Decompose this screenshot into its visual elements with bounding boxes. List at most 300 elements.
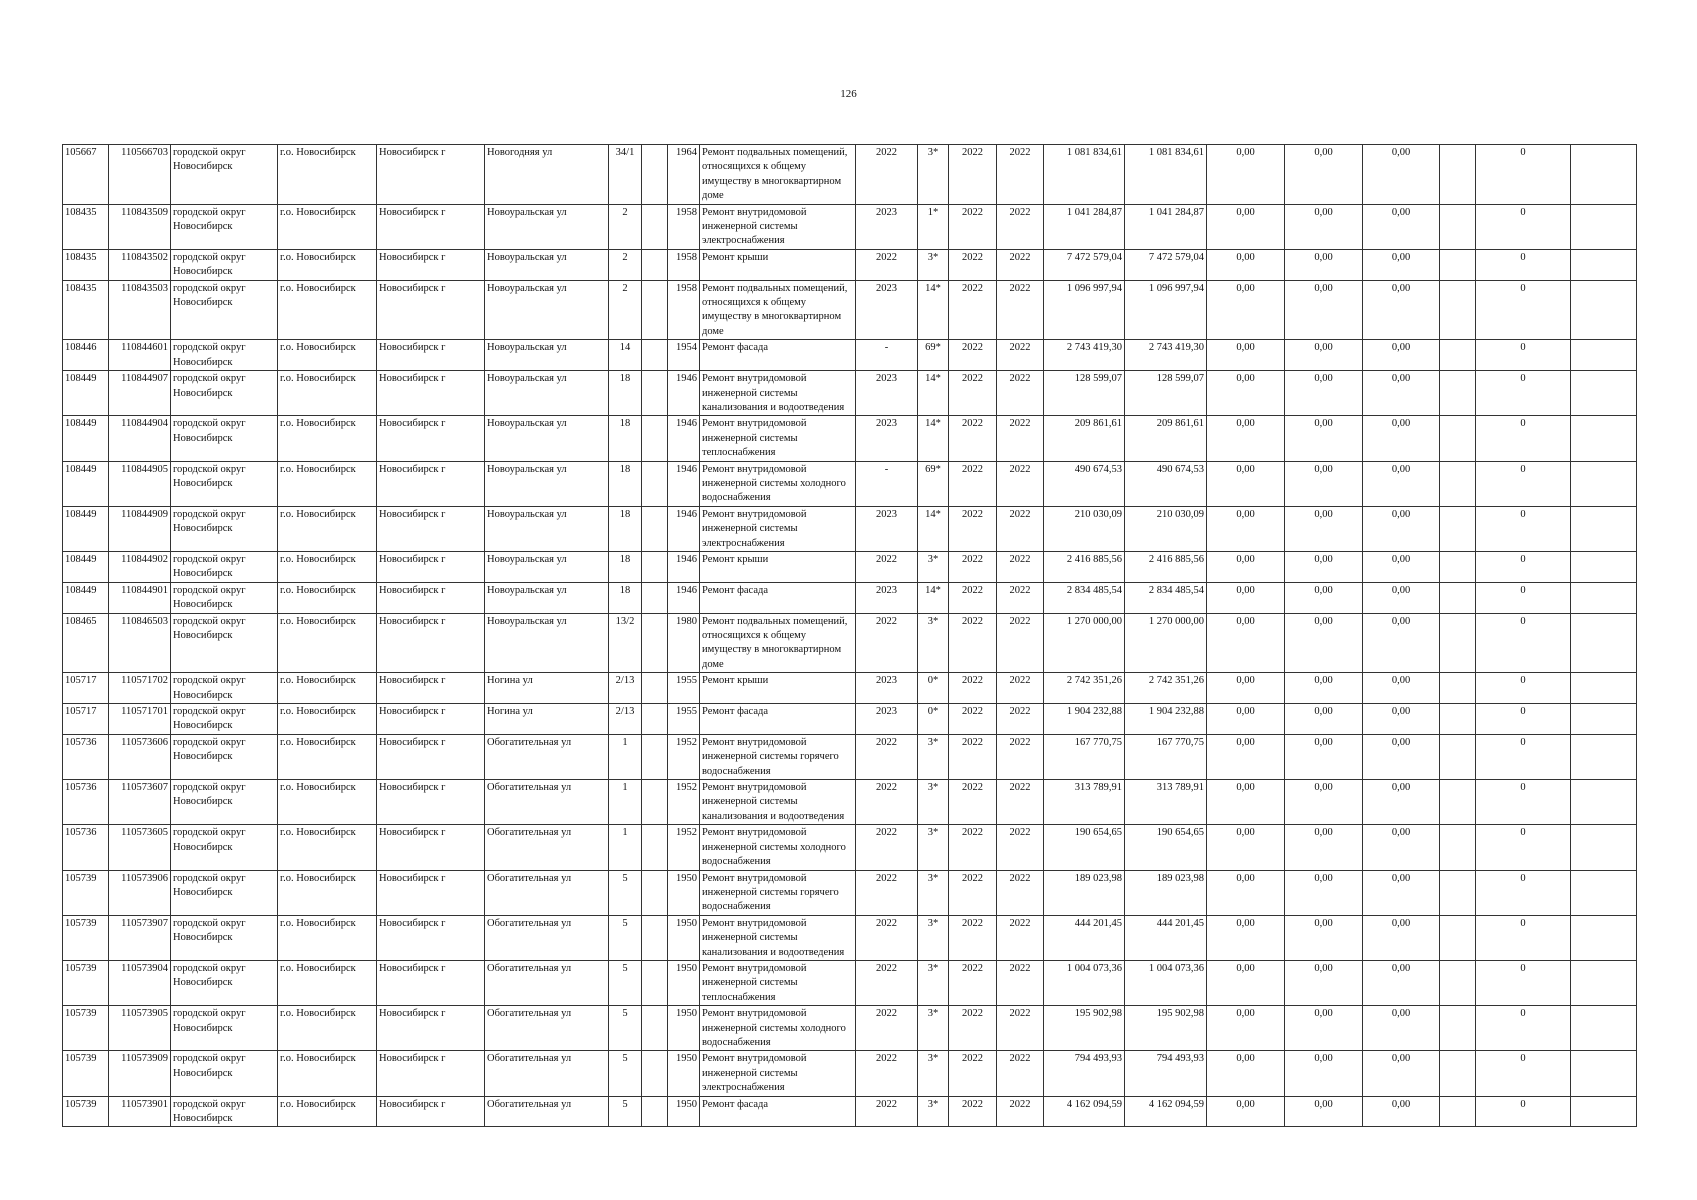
cell-note	[1571, 371, 1637, 416]
cell-house: 2	[609, 280, 642, 340]
cell-reserve	[1440, 734, 1476, 779]
cell-object-code: 110573907	[109, 915, 171, 960]
cell-cost-subsidy-region: 0,00	[1285, 734, 1363, 779]
cell-cost-subsidy-local: 0,00	[1363, 673, 1440, 704]
table-row	[63, 1096, 1637, 1127]
cell-wear: 14*	[918, 371, 949, 416]
cell-object-code: 110573606	[109, 734, 171, 779]
cell-municipality: городской округ Новосибирск	[171, 340, 278, 371]
cell-owner-funds: 0	[1476, 704, 1571, 735]
cell-build-year: 1950	[668, 960, 700, 1005]
cell-plan-year: 2022	[856, 960, 918, 1005]
cell-end-year: 2022	[997, 280, 1044, 340]
table-row	[63, 506, 1637, 551]
cell-cost-subsidy-local: 0,00	[1363, 551, 1440, 582]
cell-end-year: 2022	[997, 249, 1044, 280]
cell-korpus	[642, 582, 668, 613]
cell-reserve	[1440, 582, 1476, 613]
cell-start-year: 2022	[949, 461, 997, 506]
cell-cost-subsidy-federal: 0,00	[1207, 613, 1285, 673]
cell-municipality: городской округ Новосибирск	[171, 825, 278, 870]
cell-cost-subsidy-local: 0,00	[1363, 461, 1440, 506]
cell-house: 18	[609, 371, 642, 416]
cell-municipality: городской округ Новосибирск	[171, 780, 278, 825]
cell-end-year: 2022	[997, 825, 1044, 870]
cell-reserve	[1440, 1051, 1476, 1096]
cell-owner-funds: 0	[1476, 870, 1571, 915]
cell-note	[1571, 416, 1637, 461]
cell-district: г.о. Новосибирск	[278, 506, 377, 551]
cell-street: Обогатительная ул	[485, 870, 609, 915]
cell-cost-subsidy-region: 0,00	[1285, 1051, 1363, 1096]
cell-district: г.о. Новосибирск	[278, 582, 377, 613]
cell-start-year: 2022	[949, 280, 997, 340]
cell-end-year: 2022	[997, 461, 1044, 506]
cell-city: Новосибирск г	[377, 506, 485, 551]
cell-cost-subsidy-region: 0,00	[1285, 825, 1363, 870]
cell-note	[1571, 249, 1637, 280]
cell-cost-total: 1 041 284,87	[1044, 204, 1125, 249]
cell-municipality: городской округ Новосибирск	[171, 204, 278, 249]
cell-cost-subsidy-local: 0,00	[1363, 825, 1440, 870]
cell-cost-fund: 2 743 419,30	[1125, 340, 1207, 371]
cell-cost-subsidy-local: 0,00	[1363, 780, 1440, 825]
cell-street: Новоуральская ул	[485, 204, 609, 249]
cell-cost-subsidy-local: 0,00	[1363, 613, 1440, 673]
cell-cost-subsidy-federal: 0,00	[1207, 280, 1285, 340]
cell-cost-total: 190 654,65	[1044, 825, 1125, 870]
cell-cost-subsidy-local: 0,00	[1363, 249, 1440, 280]
cell-work-type: Ремонт внутридомовой инженерной системы теплоснабжения	[700, 960, 856, 1005]
cell-reserve	[1440, 551, 1476, 582]
cell-cost-total: 794 493,93	[1044, 1051, 1125, 1096]
cell-house: 1	[609, 734, 642, 779]
cell-end-year: 2022	[997, 613, 1044, 673]
table-row	[63, 204, 1637, 249]
cell-korpus	[642, 1051, 668, 1096]
cell-end-year: 2022	[997, 780, 1044, 825]
cell-work-type: Ремонт крыши	[700, 673, 856, 704]
cell-start-year: 2022	[949, 734, 997, 779]
cell-korpus	[642, 870, 668, 915]
cell-object-code: 110844904	[109, 416, 171, 461]
cell-city: Новосибирск г	[377, 416, 485, 461]
cell-cost-subsidy-region: 0,00	[1285, 673, 1363, 704]
cell-work-type: Ремонт внутридомовой инженерной системы канализования и водоотведения	[700, 780, 856, 825]
cell-wear: 3*	[918, 551, 949, 582]
cell-street: Обогатительная ул	[485, 1006, 609, 1051]
cell-work-type: Ремонт внутридомовой инженерной системы теплоснабжения	[700, 416, 856, 461]
cell-district: г.о. Новосибирск	[278, 280, 377, 340]
cell-municipality: городской округ Новосибирск	[171, 915, 278, 960]
cell-end-year: 2022	[997, 1051, 1044, 1096]
cell-cost-total: 7 472 579,04	[1044, 249, 1125, 280]
cell-korpus	[642, 1006, 668, 1051]
cell-city: Новосибирск г	[377, 613, 485, 673]
cell-start-year: 2022	[949, 340, 997, 371]
cell-reg-code: 108449	[63, 371, 109, 416]
cell-cost-subsidy-region: 0,00	[1285, 613, 1363, 673]
cell-house: 1	[609, 780, 642, 825]
cell-street: Обогатительная ул	[485, 915, 609, 960]
cell-work-type: Ремонт внутридомовой инженерной системы электроснабжения	[700, 1051, 856, 1096]
cell-district: г.о. Новосибирск	[278, 704, 377, 735]
cell-cost-subsidy-federal: 0,00	[1207, 1096, 1285, 1127]
cell-house: 5	[609, 870, 642, 915]
cell-work-type: Ремонт внутридомовой инженерной системы электроснабжения	[700, 506, 856, 551]
cell-street: Обогатительная ул	[485, 1051, 609, 1096]
cell-cost-total: 1 081 834,61	[1044, 145, 1125, 205]
cell-wear: 3*	[918, 960, 949, 1005]
cell-municipality: городской округ Новосибирск	[171, 506, 278, 551]
cell-district: г.о. Новосибирск	[278, 915, 377, 960]
cell-cost-subsidy-local: 0,00	[1363, 340, 1440, 371]
cell-cost-fund: 4 162 094,59	[1125, 1096, 1207, 1127]
cell-reserve	[1440, 960, 1476, 1005]
cell-cost-fund: 7 472 579,04	[1125, 249, 1207, 280]
cell-reg-code: 105736	[63, 780, 109, 825]
cell-owner-funds: 0	[1476, 506, 1571, 551]
cell-cost-subsidy-federal: 0,00	[1207, 1006, 1285, 1051]
cell-cost-subsidy-local: 0,00	[1363, 371, 1440, 416]
table-row	[63, 551, 1637, 582]
cell-cost-subsidy-federal: 0,00	[1207, 249, 1285, 280]
cell-cost-subsidy-region: 0,00	[1285, 280, 1363, 340]
cell-cost-total: 128 599,07	[1044, 371, 1125, 416]
cell-street: Ногина ул	[485, 673, 609, 704]
cell-municipality: городской округ Новосибирск	[171, 613, 278, 673]
cell-cost-subsidy-region: 0,00	[1285, 249, 1363, 280]
cell-wear: 3*	[918, 1051, 949, 1096]
cell-object-code: 110573905	[109, 1006, 171, 1051]
cell-start-year: 2022	[949, 582, 997, 613]
cell-reg-code: 105717	[63, 673, 109, 704]
cell-cost-subsidy-local: 0,00	[1363, 734, 1440, 779]
cell-street: Новоуральская ул	[485, 340, 609, 371]
cell-work-type: Ремонт крыши	[700, 551, 856, 582]
cell-district: г.о. Новосибирск	[278, 340, 377, 371]
cell-municipality: городской округ Новосибирск	[171, 416, 278, 461]
cell-owner-funds: 0	[1476, 280, 1571, 340]
cell-owner-funds: 0	[1476, 371, 1571, 416]
cell-street: Новоуральская ул	[485, 582, 609, 613]
cell-municipality: городской округ Новосибирск	[171, 249, 278, 280]
cell-cost-total: 210 030,09	[1044, 506, 1125, 551]
table-row	[63, 613, 1637, 673]
cell-reg-code: 108465	[63, 613, 109, 673]
cell-cost-subsidy-region: 0,00	[1285, 870, 1363, 915]
cell-reg-code: 108435	[63, 280, 109, 340]
cell-korpus	[642, 340, 668, 371]
cell-reg-code: 105667	[63, 145, 109, 205]
cell-district: г.о. Новосибирск	[278, 673, 377, 704]
cell-work-type: Ремонт внутридомовой инженерной системы холодного водоснабжения	[700, 1006, 856, 1051]
cell-reserve	[1440, 1096, 1476, 1127]
cell-owner-funds: 0	[1476, 1006, 1571, 1051]
cell-reg-code: 105739	[63, 1051, 109, 1096]
table-row	[63, 416, 1637, 461]
cell-cost-subsidy-region: 0,00	[1285, 704, 1363, 735]
cell-owner-funds: 0	[1476, 461, 1571, 506]
cell-municipality: городской округ Новосибирск	[171, 1051, 278, 1096]
cell-cost-subsidy-local: 0,00	[1363, 960, 1440, 1005]
cell-house: 2/13	[609, 673, 642, 704]
cell-object-code: 110844907	[109, 371, 171, 416]
cell-owner-funds: 0	[1476, 145, 1571, 205]
cell-korpus	[642, 960, 668, 1005]
cell-house: 5	[609, 960, 642, 1005]
cell-object-code: 110844909	[109, 506, 171, 551]
cell-cost-subsidy-region: 0,00	[1285, 416, 1363, 461]
cell-build-year: 1950	[668, 1096, 700, 1127]
cell-district: г.о. Новосибирск	[278, 1096, 377, 1127]
cell-cost-subsidy-region: 0,00	[1285, 915, 1363, 960]
cell-note	[1571, 551, 1637, 582]
cell-build-year: 1964	[668, 145, 700, 205]
cell-cost-total: 2 742 351,26	[1044, 673, 1125, 704]
cell-reg-code: 105736	[63, 825, 109, 870]
cell-plan-year: -	[856, 461, 918, 506]
cell-district: г.о. Новосибирск	[278, 145, 377, 205]
cell-end-year: 2022	[997, 704, 1044, 735]
cell-reserve	[1440, 915, 1476, 960]
cell-reserve	[1440, 825, 1476, 870]
cell-reg-code: 105739	[63, 915, 109, 960]
cell-city: Новосибирск г	[377, 1096, 485, 1127]
cell-house: 2	[609, 204, 642, 249]
cell-city: Новосибирск г	[377, 582, 485, 613]
cell-cost-subsidy-federal: 0,00	[1207, 551, 1285, 582]
cell-district: г.о. Новосибирск	[278, 461, 377, 506]
cell-plan-year: 2023	[856, 704, 918, 735]
cell-start-year: 2022	[949, 416, 997, 461]
cell-object-code: 110573607	[109, 780, 171, 825]
cell-korpus	[642, 461, 668, 506]
cell-end-year: 2022	[997, 915, 1044, 960]
cell-city: Новосибирск г	[377, 734, 485, 779]
table-row	[63, 280, 1637, 340]
cell-cost-fund: 195 902,98	[1125, 1006, 1207, 1051]
cell-build-year: 1955	[668, 673, 700, 704]
cell-house: 2	[609, 249, 642, 280]
cell-reserve	[1440, 613, 1476, 673]
cell-object-code: 110844901	[109, 582, 171, 613]
cell-owner-funds: 0	[1476, 416, 1571, 461]
cell-cost-subsidy-region: 0,00	[1285, 340, 1363, 371]
cell-korpus	[642, 249, 668, 280]
cell-reg-code: 108449	[63, 506, 109, 551]
cell-cost-total: 189 023,98	[1044, 870, 1125, 915]
cell-house: 18	[609, 461, 642, 506]
cell-cost-total: 167 770,75	[1044, 734, 1125, 779]
cell-cost-total: 2 416 885,56	[1044, 551, 1125, 582]
cell-korpus	[642, 371, 668, 416]
cell-cost-total: 209 861,61	[1044, 416, 1125, 461]
cell-cost-fund: 1 081 834,61	[1125, 145, 1207, 205]
cell-cost-subsidy-local: 0,00	[1363, 704, 1440, 735]
cell-wear: 14*	[918, 506, 949, 551]
cell-reg-code: 108449	[63, 461, 109, 506]
cell-object-code: 110843509	[109, 204, 171, 249]
cell-reg-code: 108435	[63, 204, 109, 249]
cell-cost-subsidy-federal: 0,00	[1207, 915, 1285, 960]
cell-cost-fund: 1 270 000,00	[1125, 613, 1207, 673]
cell-end-year: 2022	[997, 340, 1044, 371]
cell-wear: 3*	[918, 145, 949, 205]
cell-reserve	[1440, 340, 1476, 371]
cell-wear: 14*	[918, 416, 949, 461]
cell-house: 18	[609, 551, 642, 582]
cell-plan-year: 2023	[856, 204, 918, 249]
cell-end-year: 2022	[997, 1096, 1044, 1127]
cell-cost-fund: 1 904 232,88	[1125, 704, 1207, 735]
cell-build-year: 1950	[668, 1051, 700, 1096]
cell-plan-year: 2023	[856, 506, 918, 551]
cell-build-year: 1946	[668, 506, 700, 551]
cell-district: г.о. Новосибирск	[278, 960, 377, 1005]
cell-plan-year: 2022	[856, 870, 918, 915]
cell-cost-subsidy-federal: 0,00	[1207, 734, 1285, 779]
cell-plan-year: 2022	[856, 1051, 918, 1096]
cell-district: г.о. Новосибирск	[278, 371, 377, 416]
cell-work-type: Ремонт подвальных помещений, относящихся к общему имуществу в многоквартирном доме	[700, 280, 856, 340]
cell-cost-subsidy-federal: 0,00	[1207, 204, 1285, 249]
cell-cost-fund: 190 654,65	[1125, 825, 1207, 870]
cell-korpus	[642, 734, 668, 779]
cell-municipality: городской округ Новосибирск	[171, 673, 278, 704]
cell-cost-fund: 2 834 485,54	[1125, 582, 1207, 613]
cell-municipality: городской округ Новосибирск	[171, 1006, 278, 1051]
cell-wear: 3*	[918, 613, 949, 673]
cell-wear: 3*	[918, 1006, 949, 1051]
cell-district: г.о. Новосибирск	[278, 1051, 377, 1096]
cell-start-year: 2022	[949, 145, 997, 205]
cell-note	[1571, 960, 1637, 1005]
cell-plan-year: 2023	[856, 673, 918, 704]
cell-owner-funds: 0	[1476, 734, 1571, 779]
cell-reg-code: 108449	[63, 582, 109, 613]
cell-municipality: городской округ Новосибирск	[171, 145, 278, 205]
cell-work-type: Ремонт внутридомовой инженерной системы горячего водоснабжения	[700, 870, 856, 915]
cell-street: Новоуральская ул	[485, 506, 609, 551]
cell-work-type: Ремонт внутридомовой инженерной системы канализования и водоотведения	[700, 915, 856, 960]
cell-start-year: 2022	[949, 915, 997, 960]
cell-end-year: 2022	[997, 204, 1044, 249]
cell-house: 18	[609, 582, 642, 613]
cell-cost-subsidy-federal: 0,00	[1207, 673, 1285, 704]
cell-cost-subsidy-federal: 0,00	[1207, 461, 1285, 506]
cell-cost-total: 1 270 000,00	[1044, 613, 1125, 673]
cell-note	[1571, 204, 1637, 249]
cell-house: 5	[609, 1006, 642, 1051]
cell-note	[1571, 673, 1637, 704]
cell-reg-code: 105739	[63, 1006, 109, 1051]
cell-plan-year: 2023	[856, 371, 918, 416]
cell-cost-fund: 167 770,75	[1125, 734, 1207, 779]
cell-house: 5	[609, 1096, 642, 1127]
cell-city: Новосибирск г	[377, 1051, 485, 1096]
cell-start-year: 2022	[949, 506, 997, 551]
cell-cost-subsidy-region: 0,00	[1285, 1006, 1363, 1051]
table-row	[63, 780, 1637, 825]
cell-start-year: 2022	[949, 825, 997, 870]
cell-cost-subsidy-local: 0,00	[1363, 870, 1440, 915]
table-row	[63, 734, 1637, 779]
cell-build-year: 1954	[668, 340, 700, 371]
cell-cost-fund: 794 493,93	[1125, 1051, 1207, 1096]
cell-owner-funds: 0	[1476, 825, 1571, 870]
cell-cost-subsidy-region: 0,00	[1285, 582, 1363, 613]
cell-korpus	[642, 145, 668, 205]
table-row	[63, 249, 1637, 280]
cell-city: Новосибирск г	[377, 825, 485, 870]
cell-cost-total: 490 674,53	[1044, 461, 1125, 506]
cell-reserve	[1440, 780, 1476, 825]
cell-district: г.о. Новосибирск	[278, 825, 377, 870]
cell-house: 1	[609, 825, 642, 870]
cell-cost-fund: 128 599,07	[1125, 371, 1207, 416]
cell-start-year: 2022	[949, 704, 997, 735]
cell-reserve	[1440, 506, 1476, 551]
cell-plan-year: 2022	[856, 551, 918, 582]
cell-city: Новосибирск г	[377, 551, 485, 582]
cell-end-year: 2022	[997, 582, 1044, 613]
table-row	[63, 915, 1637, 960]
cell-cost-total: 444 201,45	[1044, 915, 1125, 960]
cell-reserve	[1440, 704, 1476, 735]
cell-municipality: городской округ Новосибирск	[171, 870, 278, 915]
cell-reserve	[1440, 371, 1476, 416]
cell-cost-subsidy-federal: 0,00	[1207, 371, 1285, 416]
cell-house: 18	[609, 416, 642, 461]
table-row	[63, 870, 1637, 915]
cell-plan-year: 2023	[856, 582, 918, 613]
table-row	[63, 673, 1637, 704]
cell-object-code: 110844601	[109, 340, 171, 371]
cell-cost-fund: 1 004 073,36	[1125, 960, 1207, 1005]
cell-owner-funds: 0	[1476, 960, 1571, 1005]
cell-work-type: Ремонт фасада	[700, 704, 856, 735]
cell-owner-funds: 0	[1476, 204, 1571, 249]
cell-build-year: 1946	[668, 461, 700, 506]
cell-end-year: 2022	[997, 551, 1044, 582]
cell-korpus	[642, 780, 668, 825]
cell-cost-subsidy-local: 0,00	[1363, 1051, 1440, 1096]
cell-cost-fund: 210 030,09	[1125, 506, 1207, 551]
cell-municipality: городской округ Новосибирск	[171, 461, 278, 506]
cell-reserve	[1440, 204, 1476, 249]
cell-cost-subsidy-local: 0,00	[1363, 1006, 1440, 1051]
cell-object-code: 110573904	[109, 960, 171, 1005]
cell-cost-fund: 2 742 351,26	[1125, 673, 1207, 704]
cell-municipality: городской округ Новосибирск	[171, 960, 278, 1005]
cell-cost-total: 195 902,98	[1044, 1006, 1125, 1051]
cell-street: Новоуральская ул	[485, 371, 609, 416]
cell-korpus	[642, 704, 668, 735]
cell-cost-subsidy-region: 0,00	[1285, 960, 1363, 1005]
cell-reg-code: 108449	[63, 416, 109, 461]
cell-cost-subsidy-region: 0,00	[1285, 506, 1363, 551]
cell-wear: 1*	[918, 204, 949, 249]
cell-object-code: 110846503	[109, 613, 171, 673]
cell-end-year: 2022	[997, 673, 1044, 704]
cell-house: 18	[609, 506, 642, 551]
cell-build-year: 1946	[668, 582, 700, 613]
cell-street: Новоуральская ул	[485, 280, 609, 340]
cell-work-type: Ремонт фасада	[700, 582, 856, 613]
cell-municipality: городской округ Новосибирск	[171, 704, 278, 735]
cell-cost-subsidy-federal: 0,00	[1207, 506, 1285, 551]
